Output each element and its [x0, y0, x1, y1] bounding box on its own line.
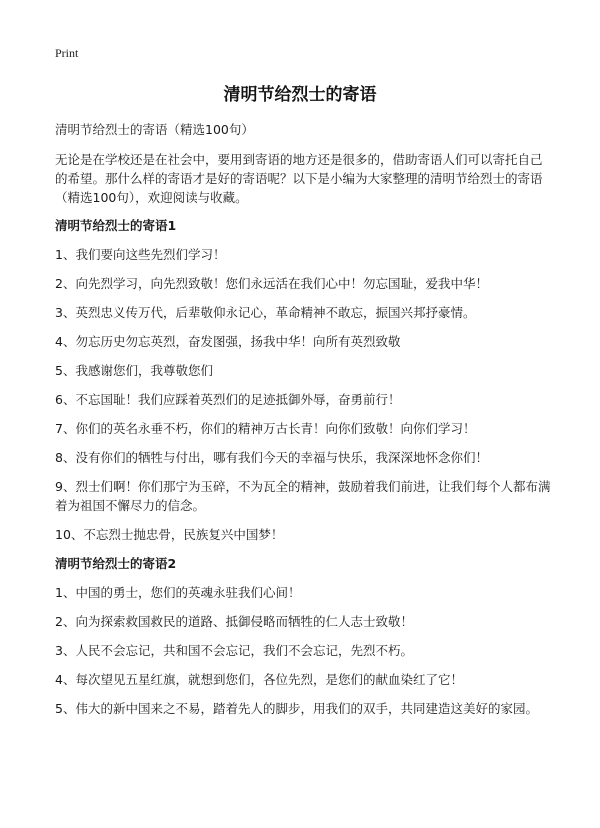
list-item: 10、不忘烈士抛忠骨，民族复兴中国梦！ — [55, 527, 284, 542]
section-1 — [55, 216, 553, 544]
section-heading: 清明节给烈士的寄语2 — [55, 556, 177, 571]
article-subtitle: 清明节给烈士的寄语（精选100句） — [55, 122, 254, 137]
list-item: 1、中国的勇士，您们的英魂永驻我们心间！ — [55, 585, 301, 600]
section-2 — [55, 554, 553, 718]
page-title: 清明节给烈士的寄语 — [223, 85, 377, 105]
article-body — [55, 120, 553, 728]
list-item: 1、我们要向这些先烈们学习！ — [55, 247, 226, 262]
list-item: 5、我感谢您们，我尊敬您们 — [55, 363, 213, 378]
list-item: 8、没有你们的牺牲与付出，哪有我们今天的幸福与快乐，我深深地怀念你们！ — [55, 450, 488, 465]
print-link[interactable]: Print — [55, 46, 79, 60]
list-item: 4、每次望见五星红旗，就想到您们，各位先烈，是您们的献血染红了它！ — [55, 672, 463, 687]
list-item: 5、伟大的新中国来之不易，踏着先人的脚步，用我们的双手，共同建造这美好的家园。 — [55, 701, 538, 716]
list-item: 2、向为探索救国救民的道路、抵御侵略而牺牲的仁人志士致敬！ — [55, 614, 413, 629]
list-item: 3、人民不会忘记，共和国不会忘记，我们不会忘记，先烈不朽。 — [55, 643, 413, 658]
list-item: 2、向先烈学习，向先烈致敬！您们永远活在我们心中！勿忘国耻，爱我中华！ — [55, 276, 488, 291]
list-item: 3、英烈忠义传万代，后辈敬仰永记心，革命精神不敢忘，振国兴邦抒豪情。 — [55, 305, 476, 320]
list-item: 7、你们的英名永垂不朽，你们的精神万古长青！向你们致敬！向你们学习！ — [55, 421, 476, 436]
list-item: 9、烈士们啊！你们那宁为玉碎，不为瓦全的精神，鼓励着我们前进，让我们每个人都布满着为祖国不懈尽力的信念。 — [55, 479, 551, 513]
intro-paragraph: 无论是在学校还是在社会中，要用到寄语的地方还是很多的，借助寄语人们可以寄托自己的希望。那什么样的寄语才是好的寄语呢？以下是小编为大家整理的清明节给烈士的寄语（精选100句），欢迎阅读与收藏。 — [55, 152, 543, 205]
list-item: 4、勿忘历史勿忘英烈，奋发图强，扬我中华！向所有英烈致敬 — [55, 334, 401, 349]
section-heading: 清明节给烈士的寄语1 — [55, 218, 177, 233]
list-item: 6、不忘国耻！我们应踩着英烈们的足迹抵御外辱，奋勇前行！ — [55, 392, 401, 407]
